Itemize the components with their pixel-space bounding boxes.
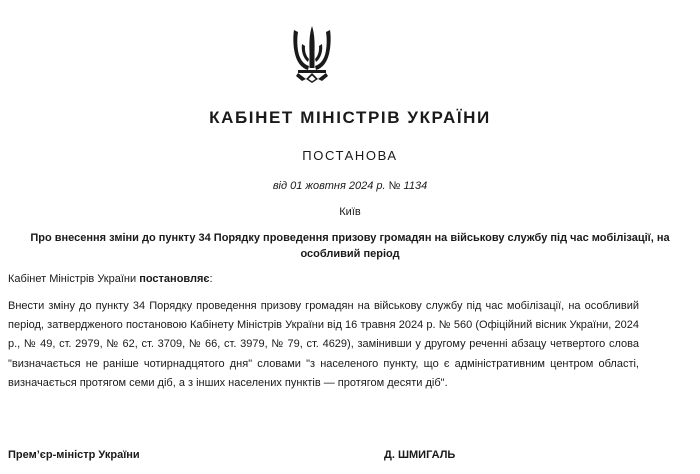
cabinet-title: КАБІНЕТ МІНІСТРІВ УКРАЇНИ <box>209 108 491 127</box>
decree-line <box>8 273 688 285</box>
date-value: 01 жовтня 2024 р. <box>290 180 386 192</box>
decree-intro: Кабінет Міністрів України <box>8 273 137 285</box>
signatory-name: Д. ШМИГАЛЬ <box>384 449 456 461</box>
document-subject: Про внесення зміни до пункту 34 Порядку проведення призову громадян на військову службу під час мобілізації, на особливий період <box>30 232 670 260</box>
document-date <box>0 180 700 192</box>
document-type: ПОСТАНОВА <box>302 148 398 163</box>
number-sign: № <box>388 180 401 192</box>
signatory-title: Прем’єр-міністр України <box>8 449 140 461</box>
trident-coat-of-arms-icon <box>290 24 334 84</box>
body-paragraph: Внести зміну до пункту 34 Порядку проведення призову громадян на військову службу під час мобілізації, на особливий період, затвердженого постановою Кабінету Міністрів України від 16 травня 2024 р. № 560 (Офіційний вісник України, 2024 р., № 49, ст. 2979, № 62, ст. 3709, № 66, ст. 3979, № 79, ст. 4629), замінивши у другому реченні абзацу четвертого слова "визначається не раніше чотирнадцятого дня" словами "з населеного пункту, що є адміністративним центром області, визначається протягом семи діб, а з інших населених пунктів — протягом десяти діб". <box>8 300 639 389</box>
decree-verb: постановляє <box>139 273 210 285</box>
date-prefix: від <box>272 180 288 192</box>
decree-colon: : <box>209 273 213 285</box>
city: Київ <box>339 206 361 218</box>
document-number: 1134 <box>403 180 428 192</box>
